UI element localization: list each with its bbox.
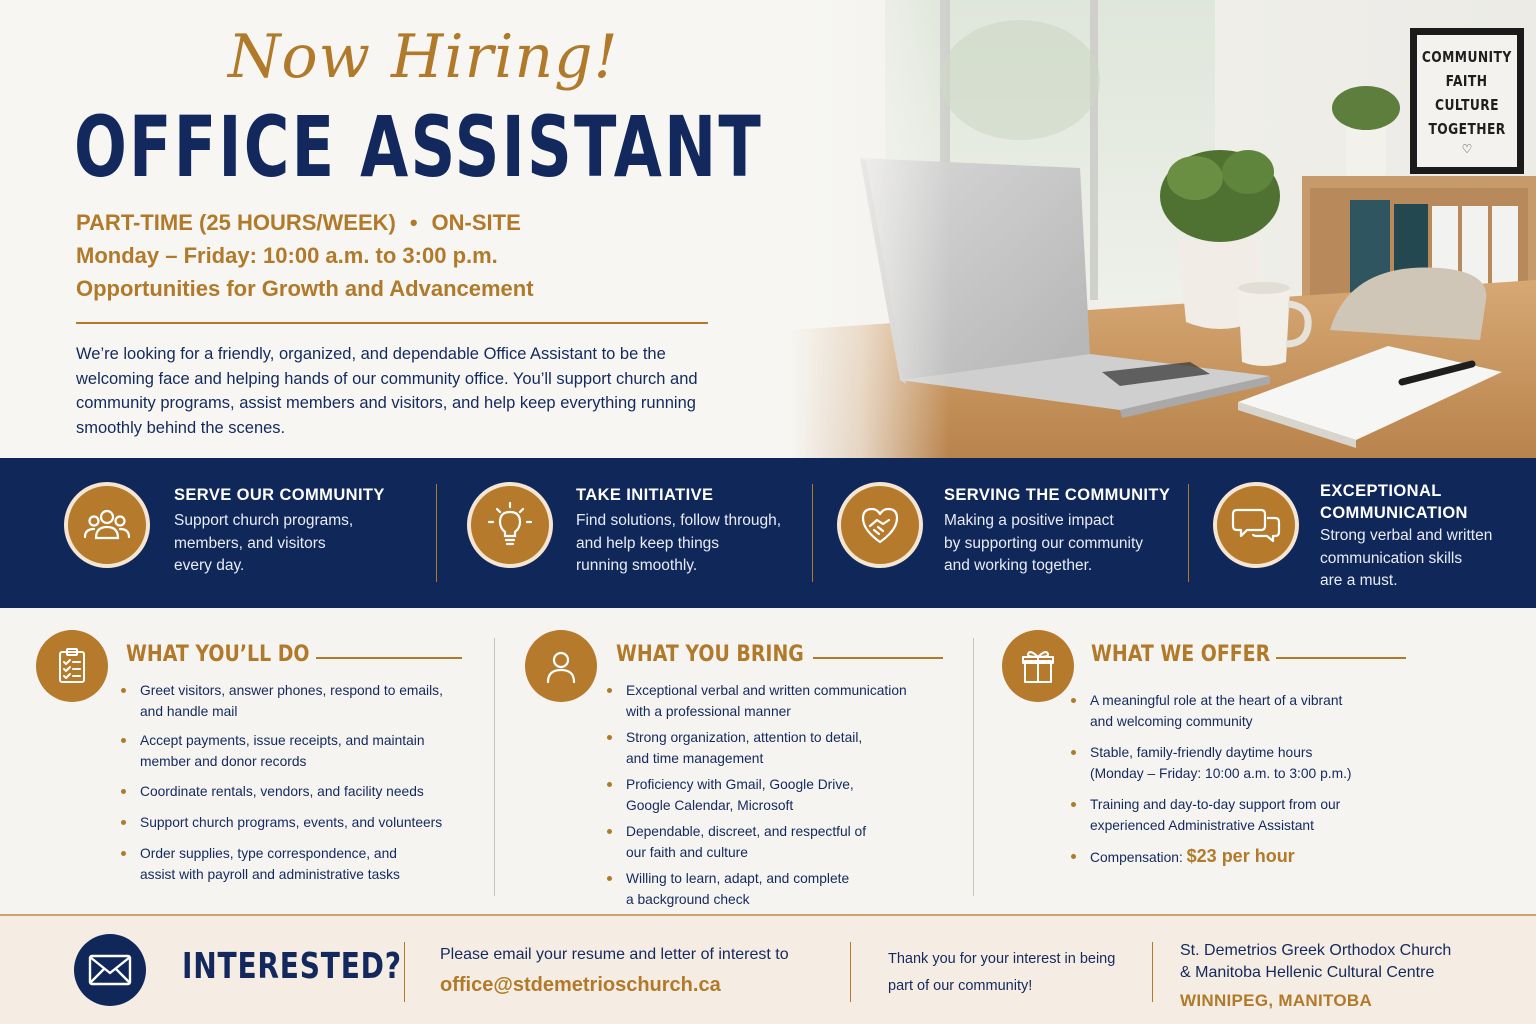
schedule-type: PART-TIME (25 HOURS/WEEK) [76,210,396,235]
organization-name: St. Demetrios Greek Orthodox Church & Manitoba Hellenic Cultural Centre [1180,942,1452,981]
feature-description: Making a positive impact by supporting our community and working together. [944,512,1144,574]
duties-list [120,680,480,885]
organization-city: WINNIPEG, MANITOBA [1180,991,1373,1010]
list-item: Support church programs, events, and volunteers [120,812,480,833]
sign-word: FAITH [1446,72,1488,90]
interested-heading: INTERESTED? [182,946,402,987]
sign-word: COMMUNITY [1422,48,1512,66]
heading-rule [813,657,943,659]
sign-word: TOGETHER [1428,120,1506,138]
column-what-youll-do [0,620,494,910]
heading-rule [316,657,462,659]
feature-title: TAKE INITIATIVE [576,486,714,504]
footer-divider [1152,942,1153,1002]
feature-description: Find solutions, follow through, and help keep things running smoothly. [576,512,782,574]
feature-exceptional-communication [1189,458,1536,608]
now-hiring-script: Now Hiring! [228,22,619,92]
footer-divider [404,942,405,1002]
list-item: Coordinate rentals, vendors, and facility needs [120,781,480,802]
list-item: Dependable, discreet, and respectful of our faith and culture [606,821,956,863]
lightbulb-icon [467,482,553,568]
job-title: OFFICE ASSISTANT [74,98,763,196]
feature-title: SERVING THE COMMUNITY [944,486,1171,504]
gift-icon [1002,630,1074,702]
hours-line: Monday – Friday: 10:00 a.m. to 3:00 p.m. [76,243,498,268]
feature-description: Support church programs, members, and visitors every day. [174,512,354,574]
list-item: Exceptional verbal and written communication with a professional manner [606,680,956,722]
feature-title: EXCEPTIONAL COMMUNICATION [1320,482,1468,522]
list-item: Stable, family-friendly daytime hours (Monday – Friday: 10:00 a.m. to 3:00 p.m.) [1070,742,1480,784]
feature-title: SERVE OUR COMMUNITY [174,486,385,504]
location-type: ON-SITE [431,210,521,235]
sign-word: CULTURE [1435,96,1499,114]
hero-section [0,0,1536,458]
growth-line: Opportunities for Growth and Advancement [76,276,534,301]
list-item: A meaningful role at the heart of a vibrant and welcoming community [1070,690,1480,732]
bullet-separator: • [409,210,418,235]
list-item: Order supplies, type correspondence, and assist with payroll and administrative tasks [120,843,480,885]
thank-you-note: Thank you for your interest in being part of our community! [888,951,1116,994]
column-heading: WHAT WE OFFER [1091,642,1271,667]
column-heading: WHAT YOU BRING [616,642,804,667]
requirements-list [606,680,956,910]
apply-instruction: Please email your resume and letter of interest to [440,946,789,963]
list-item: Strong organization, attention to detail, and time management [606,727,956,769]
feature-take-initiative [437,458,812,608]
list-item: Proficiency with Gmail, Google Drive, Google Calendar, Microsoft [606,774,956,816]
list-item: Greet visitors, answer phones, respond to emails, and handle mail [120,680,480,722]
heart-icon: ♡ [1461,142,1473,156]
person-icon [525,630,597,702]
feature-serving-the-community [813,458,1188,608]
contact-email-link[interactable]: office@stdemetrioschurch.ca [440,974,721,996]
footer-divider [850,942,851,1002]
compensation-item [1070,846,1480,868]
list-item: Willing to learn, adapt, and complete a background check [606,868,956,910]
feature-band [0,458,1536,608]
column-heading: WHAT YOU’LL DO [126,642,310,667]
column-what-we-offer [974,620,1494,910]
benefits-list [1070,690,1480,868]
speech-bubbles-icon [1213,482,1299,568]
list-item: Training and day-to-day support from our experienced Administrative Assistant [1070,794,1480,836]
people-icon [64,482,150,568]
hero-divider [76,322,708,324]
handshake-icon [837,482,923,568]
clipboard-checklist-icon [36,630,108,702]
compensation-value: $23 per hour [1186,846,1295,866]
contact-footer [0,914,1536,1024]
feature-description: Strong verbal and written communication skills are a must. [1320,527,1493,589]
envelope-icon [74,934,146,1006]
column-what-you-bring [495,620,973,910]
feature-serve-our-community [0,458,436,608]
heading-rule [1276,657,1406,659]
schedule-line [76,210,521,236]
community-sign [1410,28,1524,174]
list-item: Accept payments, issue receipts, and maintain member and donor records [120,730,480,772]
compensation-label: Compensation: [1090,850,1183,865]
intro-paragraph: We’re looking for a friendly, organized, and dependable Office Assistant to be the welcoming face and helping hands of our community office. You’ll support church and community programs, assist members and visitors, and help keep everything running smoothly behind the scenes. [76,345,698,437]
